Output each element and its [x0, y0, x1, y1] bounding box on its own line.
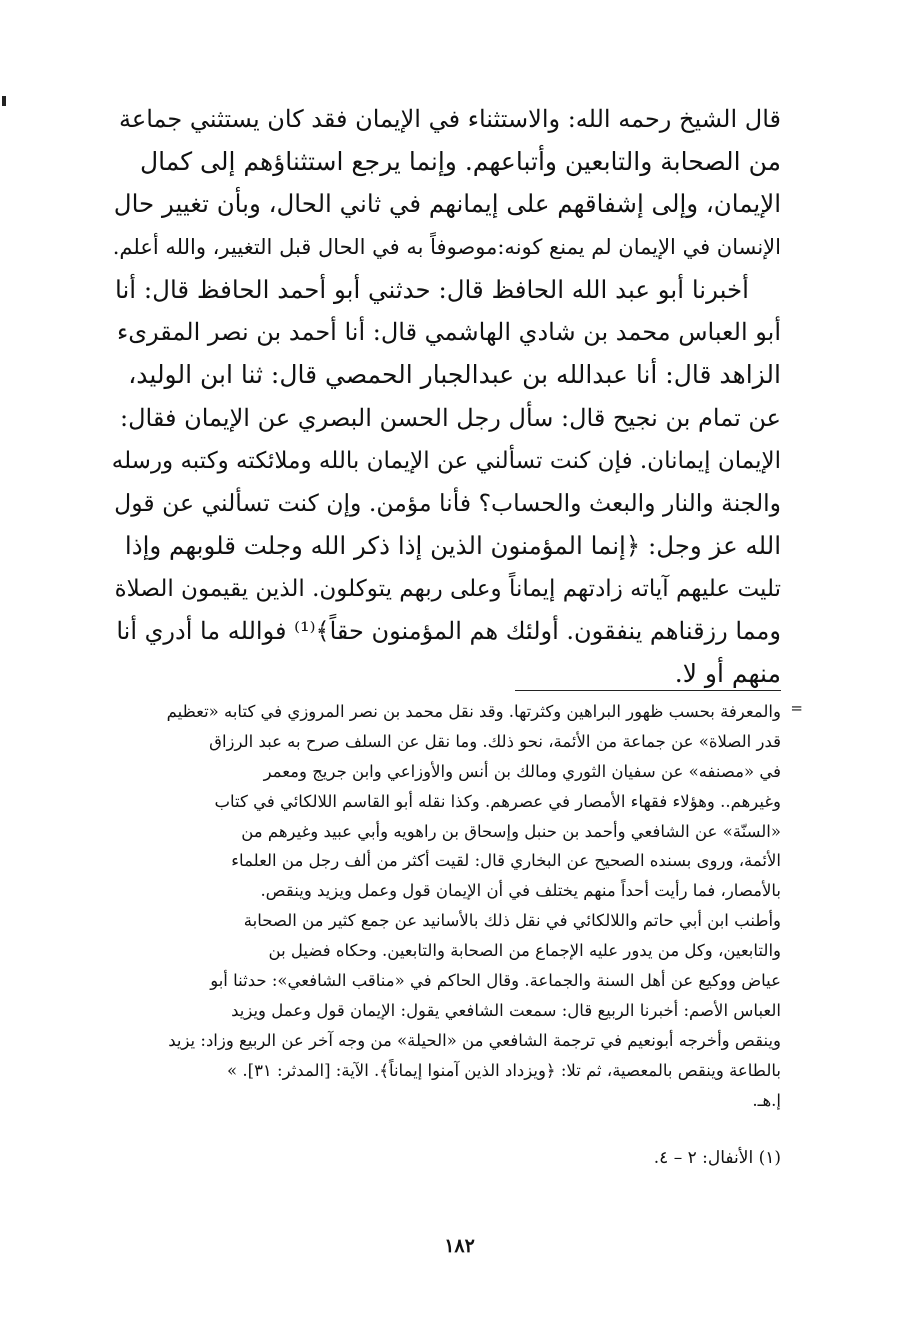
footnote-line: بالطاعة وينقص بالمعصية، ثم تلا: ﴿ويزداد الذين آمنوا إيماناً﴾. الآية: [المدثر: ٣١]. » — [227, 1060, 781, 1080]
main-line: عن تمام بن نجيح قال: سأل رجل الحسن البصري عن الإيمان فقال: — [120, 403, 781, 432]
main-line: الإيمان، وإلى إشفاقهم على إيمانهم في ثاني الحال، وبأن تغيير حال — [113, 189, 781, 219]
main-line: قال الشيخ رحمه الله: والاستثناء في الإيمان فقد كان يستثني جماعة — [119, 105, 781, 133]
footnote-line: والتابعين، وكل من يدور عليه الإجماع من الصحابة والتابعين. وحكاه فضيل بن — [268, 941, 781, 961]
main-line: أبو العباس محمد بن شادي الهاشمي قال: أنا أحمد بن نصر المقرىء — [116, 318, 781, 347]
footnote-line: بالأمصار، فما رأيت أحداً منهم يختلف في أن الإيمان قول وعمل ويزيد وينقص. — [260, 881, 781, 901]
page-number: ١٨٢ — [444, 1235, 475, 1257]
footnote-line: في «مصنفه» عن سفيان الثوري ومالك بن أنس والأوزاعي وابن جريج ومعمر — [263, 761, 781, 781]
main-line: الإنسان في الإيمان لم يمنع كونه:موصوفاً به في الحال قبل التغيير، والله أعلم. — [112, 235, 781, 260]
footnote-line: وأطنب ابن أبي حاتم واللالكائي في نقل ذلك بالأسانيد عن جمع كثير من الصحابة — [243, 911, 781, 931]
main-text — [113, 98, 781, 696]
footnote-line: وغيرهم.. وهؤلاء فقهاء الأمصار في عصرهم. وكذا نقله أبو القاسم اللالكائي في كتاب — [214, 791, 781, 811]
main-line: تليت عليهم آياته زادتهم إيماناً وعلى ربهم يتوكلون. الذين يقيمون الصلاة — [114, 575, 781, 602]
continuation-marker: = — [790, 699, 803, 717]
main-line: ومما رزقناهم ينفقون. أولئك هم المؤمنون حقاً﴾⁽¹⁾ فوالله ما أدري أنا — [116, 617, 781, 646]
margin-mark — [2, 96, 6, 106]
footnote-line: «السنّة» عن الشافعي وأحمد بن حنبل وإسحاق بن راهويه وأبي عبيد وغيرهم من — [241, 821, 781, 841]
main-line: والجنة والنار والبعث والحساب؟ فأنا مؤمن. وإن كنت تسألني عن قول — [114, 489, 781, 518]
footnote-line: والمعرفة بحسب ظهور البراهين وكثرتها. وقد نقل محمد بن نصر المروزي في كتابه «تعظيم — [166, 702, 781, 721]
footnote-line: وينقص وأخرجه أبونعيم في ترجمة الشافعي من «الحيلة» من وجه آخر عن الربيع وزاد: يزيد — [168, 1030, 781, 1050]
footnote-line: الأئمة، وروى بسنده الصحيح عن البخاري قال: لقيت أكثر من ألف رجل من العلماء — [231, 851, 781, 871]
footnote-line: العباس الأصم: أخبرنا الربيع قال: سمعت الشافعي يقول: الإيمان قول وعمل ويزيد — [231, 1000, 781, 1020]
main-line: من الصحابة والتابعين وأتباعهم. وإنما يرجع استثناؤهم إلى كمال — [139, 146, 781, 176]
main-line: أخبرنا أبو عبد الله الحافظ قال: حدثني أبو أحمد الحافظ قال: أنا — [115, 274, 749, 304]
footnote-continuation — [108, 697, 803, 1115]
footnote-line: عياض ووكيع عن أهل السنة والجماعة. وقال الحاكم في «مناقب الشافعي»: حدثنا أبو — [210, 971, 781, 991]
footnote-1: (١) الأنفال: ٢ – ٤. — [653, 1148, 781, 1168]
footnote-divider — [515, 690, 781, 691]
main-line: الزاهد قال: أنا عبدالله بن عبدالجبار الحمصي قال: ثنا ابن الوليد، — [128, 360, 781, 390]
main-line: منهم أو لا. — [674, 658, 781, 688]
main-line: الله عز وجل: ﴿إنما المؤمنون الذين إذا ذكر الله وجلت قلوبهم وإذا — [124, 530, 781, 560]
footnote-line: قدر الصلاة» عن جماعة من الأئمة، نحو ذلك. وما نقل عن السلف صرح به عبد الرزاق — [209, 731, 781, 751]
footnote-line: إ.هـ. — [752, 1090, 781, 1110]
main-line: الإيمان إيمانان. فإن كنت تسألني عن الإيمان بالله وملائكته وكتبه ورسله — [111, 447, 781, 474]
